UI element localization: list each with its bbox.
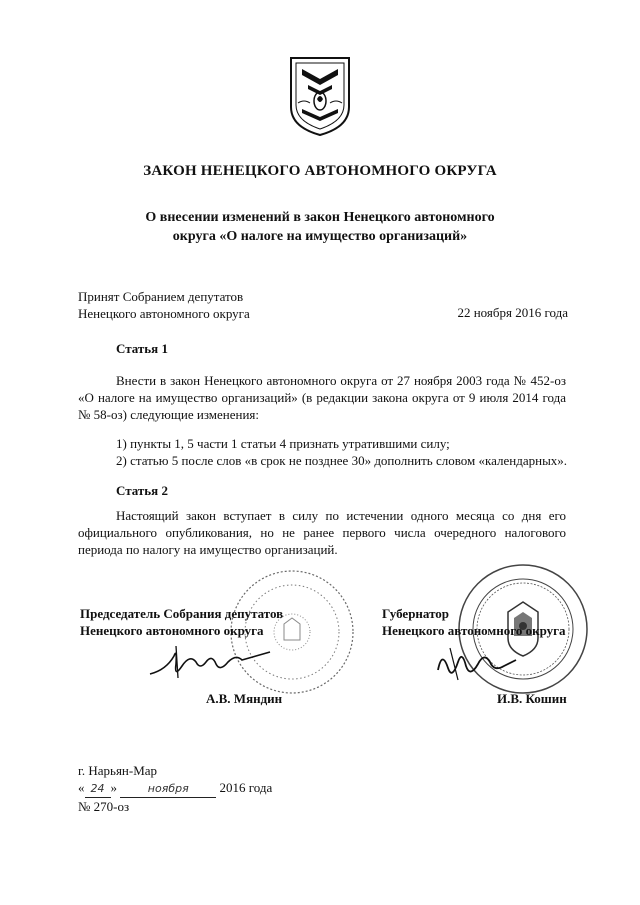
footer-year: 2016 года	[219, 780, 273, 795]
governor-title	[382, 605, 566, 639]
adoption-line-1: Принят Собранием депутатов	[78, 289, 244, 304]
article-1-heading: Статья 1	[116, 341, 168, 356]
document-footer	[78, 762, 272, 815]
article-1-item-1: 1) пункты 1, 5 части 1 статьи 4 признать утратившими силу;	[116, 436, 450, 451]
adoption-block	[78, 288, 250, 322]
footer-month: ноября	[120, 780, 216, 798]
governor-title-line-2: Ненецкого автономного округа	[382, 623, 566, 638]
footer-open-quote: «	[78, 780, 85, 795]
chairman-name: А.В. Мяндин	[206, 691, 283, 706]
adoption-line-2: Ненецкого автономного округа	[78, 306, 250, 321]
footer-date-line	[78, 779, 272, 798]
adoption-date: 22 ноября 2016 года	[457, 305, 568, 320]
chairman-title-line-2: Ненецкого автономного округа	[80, 623, 264, 638]
footer-place: г. Нарьян-Мар	[78, 763, 158, 778]
law-subtitle	[110, 208, 530, 246]
chairman-handwritten-signature	[146, 640, 276, 684]
article-2-text: Настоящий закон вступает в силу по истечении одного месяца со дня его официального опубликования, но не ранее первого числа очередного налогового периода по налогу на имущество организаций.	[78, 508, 566, 557]
article-2-heading: Статья 2	[116, 483, 168, 498]
article-2-paragraph	[78, 507, 566, 558]
nenets-okrug-coat-of-arms-icon	[288, 55, 352, 137]
chairman-title-line-1: Председатель Собрания депутатов	[80, 606, 284, 621]
law-title: ЗАКОН НЕНЕЦКОГО АВТОНОМНОГО ОКРУГА	[143, 163, 497, 179]
article-1-item-2: 2) статью 5 после слов «в срок не позднее 30» дополнить словом «календарных».	[116, 453, 568, 468]
law-subtitle-line-1: О внесении изменений в закон Ненецкого автономного	[145, 210, 495, 225]
governor-title-line-1: Губернатор	[382, 606, 450, 621]
footer-day: 24	[85, 780, 111, 798]
law-number: № 270-оз	[78, 799, 130, 814]
governor-name: И.В. Кошин	[497, 691, 567, 706]
footer-close-quote: »	[110, 780, 117, 795]
article-1-paragraph	[78, 372, 566, 423]
law-subtitle-line-2: округа «О налоге на имущество организаций»	[172, 229, 468, 244]
chairman-title	[80, 605, 283, 639]
article-1-text: Внести в закон Ненецкого автономного округа от 27 ноября 2003 года № 452-оз «О налоге на имущество организаций» (в редакции закона округа от 9 июля 2014 года № 58-оз) следующие изменения:	[78, 373, 566, 422]
governor-handwritten-signature	[432, 640, 522, 686]
